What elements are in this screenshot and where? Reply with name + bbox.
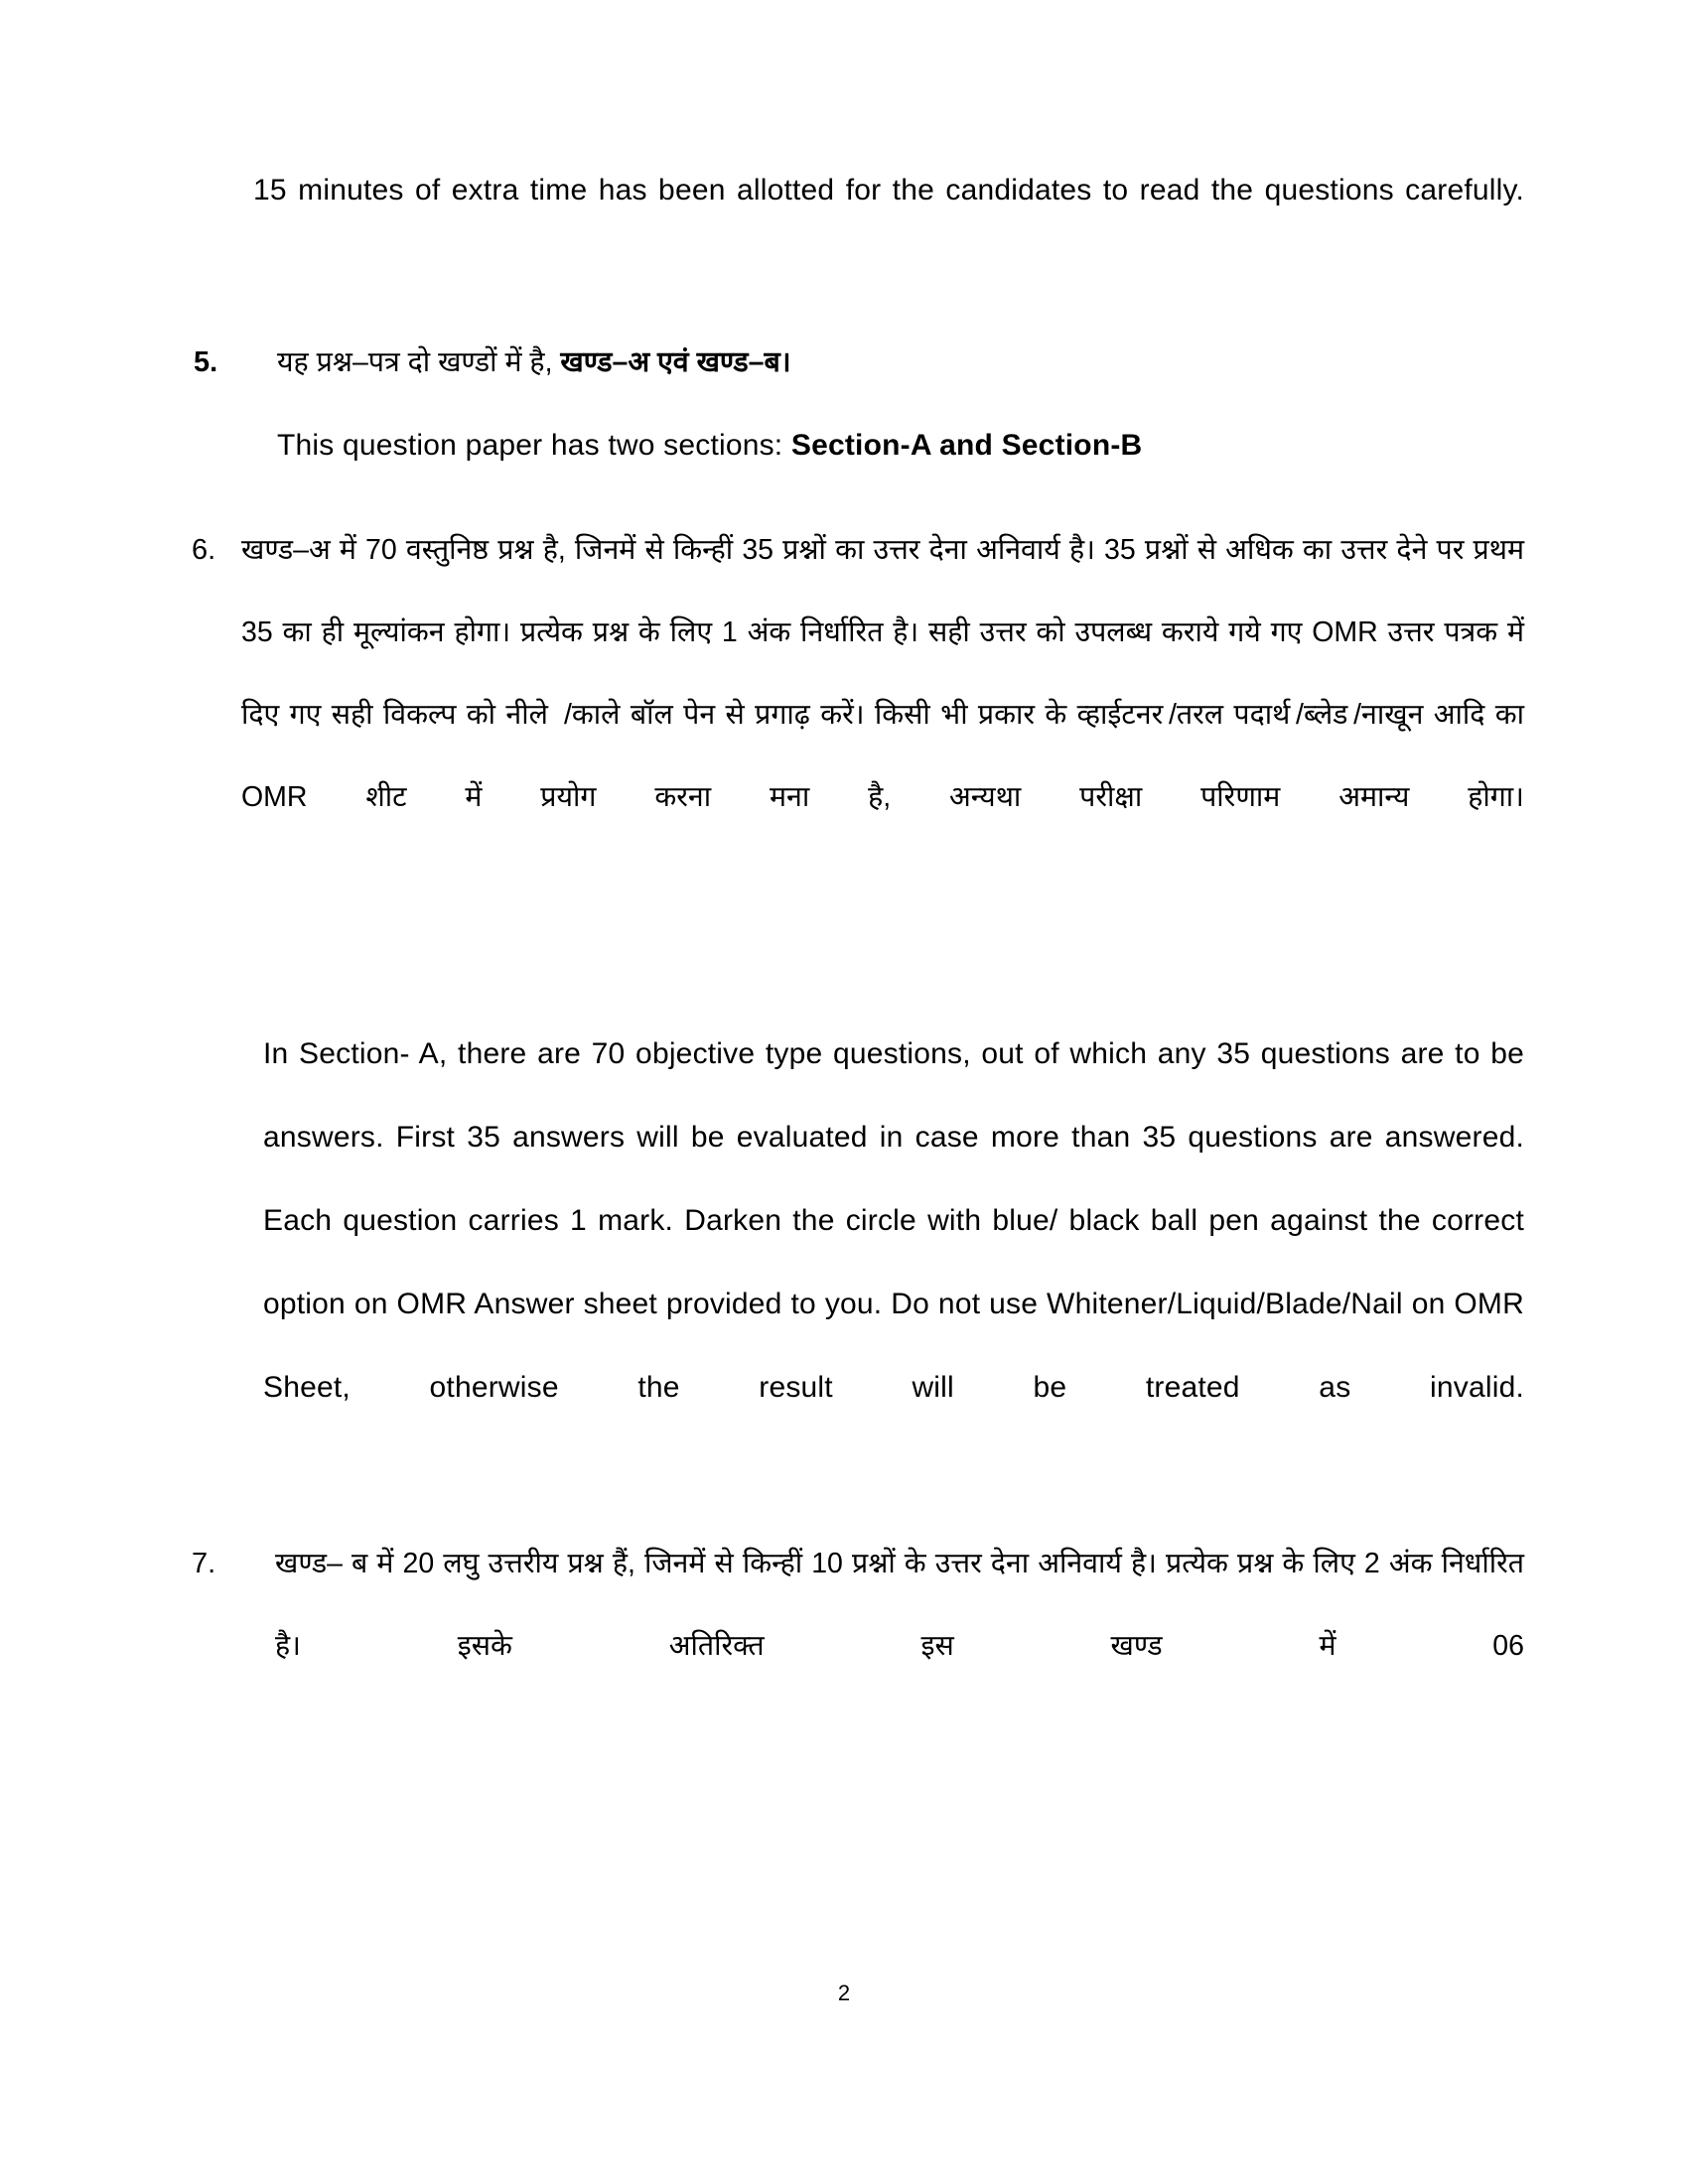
item-5-english-plain: This question paper has two sections: (277, 429, 791, 462)
instruction-item-5 (194, 322, 1524, 487)
item-6-body (241, 509, 1524, 1513)
intro-paragraph: 15 minutes of extra time has been allotted for the candidates to read the questions carefully. (253, 174, 1524, 206)
item-6-hindi-paragraph: खण्ड–अ में 70 वस्तुनिष्ठ प्रश्न है, जिनमें से किन्हीं 35 प्रश्नों का उत्तर देना अनिवार्य है। 35 प्रश्नों से अधिक का उत्तर देने पर प्रथम 35 का ही मूल्यांकन होगा। प्रत्येक प्रश्न के लिए 1 अंक निर्धारित है। सही उत्तर को उपलब्ध कराये गये गए OMR उत्तर पत्रक में दिए गए सही विकल्प को नीले /काले बॉल पेन से प्रगाढ़ करें। किसी भी प्रकार के व्हाईटनर /तरल पदार्थ /ब्लेड /नाखून आदि का OMR शीट में प्रयोग करना मना है, अन्यथा परीक्षा परिणाम अमान्य होगा। (241, 534, 1524, 813)
instruction-item-6 (192, 509, 1524, 1513)
item-7-hindi-paragraph: खण्ड– ब में 20 लघु उत्तरीय प्रश्न हैं, जिनमें से किन्हीं 10 प्रश्नों के उत्तर देना अनिवार्य है। प्रत्येक प्रश्न के लिए 2 अंक निर्धारित है। इसके अतिरिक्त इस खण्ड में 06 (275, 1548, 1524, 1662)
item-6-number: 6. (192, 534, 216, 566)
item-5-number: 5. (194, 346, 218, 378)
item-5-hindi-plain: यह प्रश्न–पत्र दो खण्डों में है, (277, 346, 561, 378)
page-number: 2 (837, 1980, 851, 2005)
page-content (192, 149, 1524, 1770)
instruction-item-7 (192, 1523, 1524, 1770)
item-6-english-paragraph: In Section- A, there are 70 objective type questions, out of which any 35 questions are to be answers. First 35 answers will be evaluated in case more than 35 questions are answered. Each question carries 1 mark. Darken the circle with blue/ black ball pen against the correct option on OMR Answer sheet provided to you. Do not use Whitener/Liquid/Blade/Nail on OMR Sheet, otherwise the result will be treated as invalid. (263, 1037, 1524, 1404)
item-6-english-wrapper (241, 1013, 1524, 1513)
item-5-hindi-bold: खण्ड–अ एवं खण्ड–ब। (560, 346, 791, 378)
item-7-body (275, 1523, 1524, 1770)
item-5-hindi-line (277, 322, 1524, 404)
item-5-english-bold: Section-A and Section-B (790, 429, 1143, 462)
item-5-english-line (277, 404, 1524, 487)
item-5-body (277, 322, 1524, 487)
item-7-number: 7. (192, 1548, 216, 1579)
